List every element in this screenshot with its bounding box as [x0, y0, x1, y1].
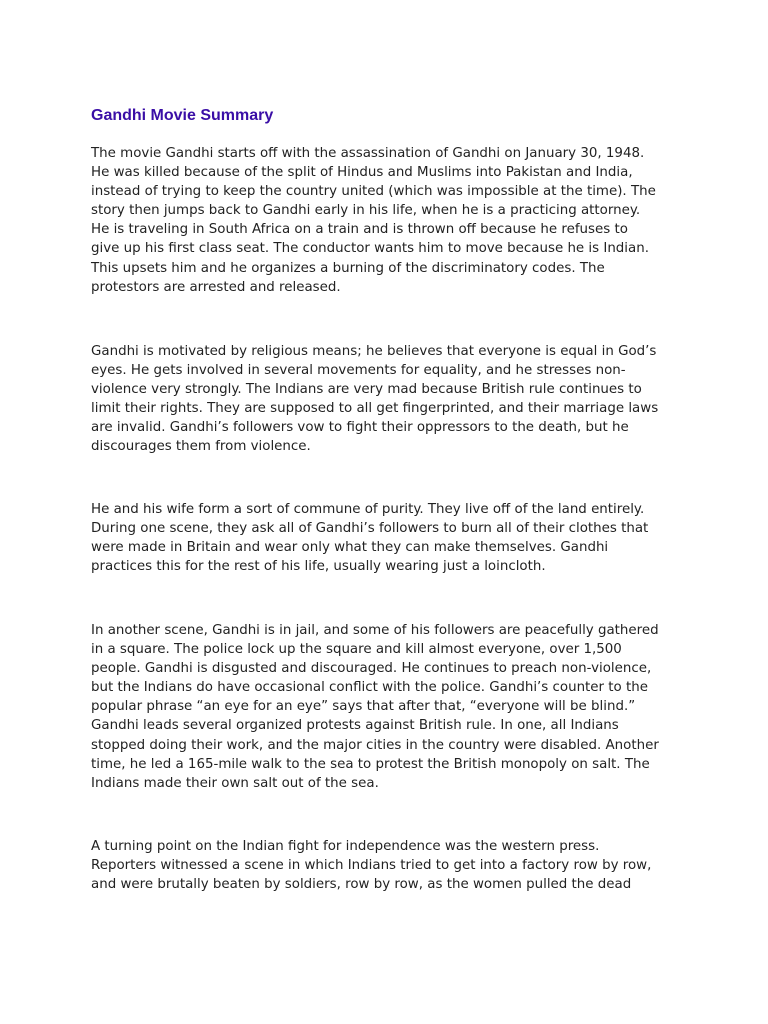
text-line: In another scene, Gandhi is in jail, and some of his followers are peacefully gathered	[91, 623, 659, 638]
text-line: He was killed because of the split of Hindus and Muslims into Pakistan and India,	[91, 165, 633, 181]
text-line: Gandhi is motivated by religious means; he believes that everyone is equal in God’s	[91, 344, 657, 359]
text-line: Reporters witnessed a scene in which Indians tried to get into a factory row by row,	[91, 858, 652, 874]
text-line: The movie Gandhi starts off with the assassination of Gandhi on January 30, 1948.	[91, 146, 645, 161]
paragraph-1	[91, 144, 691, 297]
text-line: and were brutally beaten by soldiers, row by row, as the women pulled the dead	[91, 877, 632, 893]
text-line: During one scene, they ask all of Gandhi’s followers to burn all of their clothes that	[91, 521, 649, 537]
text-line: limit their rights. They are supposed to all get fingerprinted, and their marriage laws	[91, 401, 659, 417]
text-line: eyes. He gets involved in several movements for equality, and he stresses non-	[91, 363, 626, 379]
text-line: protestors are arrested and released.	[91, 279, 341, 295]
paragraph-5	[91, 837, 691, 894]
text-line: in a square. The police lock up the square and kill almost everyone, over 1,500	[91, 642, 622, 658]
text-line: people. Gandhi is disgusted and discouraged. He continues to preach non-violence,	[91, 661, 652, 677]
text-line: He and his wife form a sort of commune of purity. They live off of the land entirely.	[91, 502, 645, 517]
text-line: story then jumps back to Gandhi early in his life, when he is a practicing attorney.	[91, 203, 641, 219]
page-title: Gandhi Movie Summary	[91, 107, 274, 124]
paragraph-2	[91, 342, 691, 457]
text-line: give up his first class seat. The conductor wants him to move because he is Indian.	[91, 241, 649, 257]
text-line: violence very strongly. The Indians are very mad because British rule continues to	[91, 382, 642, 398]
text-line: time, he led a 165-mile walk to the sea to protest the British monopoly on salt. The	[91, 756, 650, 772]
text-line: Gandhi leads several organized protests against British rule. In one, all Indians	[91, 718, 619, 734]
text-line: He is traveling in South Africa on a train and is thrown off because he refuses to	[91, 222, 628, 238]
text-line: A turning point on the Indian fight for independence was the western press.	[91, 839, 600, 854]
text-line: popular phrase “an eye for an eye” says that after that, “everyone will be blind.”	[91, 699, 636, 715]
paragraph-4	[91, 621, 691, 793]
text-line: but the Indians do have occasional conflict with the police. Gandhi’s counter to the	[91, 680, 648, 696]
text-line: stopped doing their work, and the major cities in the country were disabled. Another	[91, 737, 659, 753]
text-line: were made in Britain and wear only what they can make themselves. Gandhi	[91, 540, 609, 556]
text-line: This upsets him and he organizes a burning of the discriminatory codes. The	[91, 260, 605, 276]
text-line: instead of trying to keep the country united (which was impossible at the time). The	[91, 184, 656, 200]
paragraph-3	[91, 500, 691, 576]
text-line: Indians made their own salt out of the sea.	[91, 775, 379, 791]
text-line: are invalid. Gandhi’s followers vow to fight their oppressors to the death, but he	[91, 420, 629, 436]
text-line: practices this for the rest of his life, usually wearing just a loincloth.	[91, 559, 546, 575]
text-line: discourages them from violence.	[91, 439, 311, 455]
